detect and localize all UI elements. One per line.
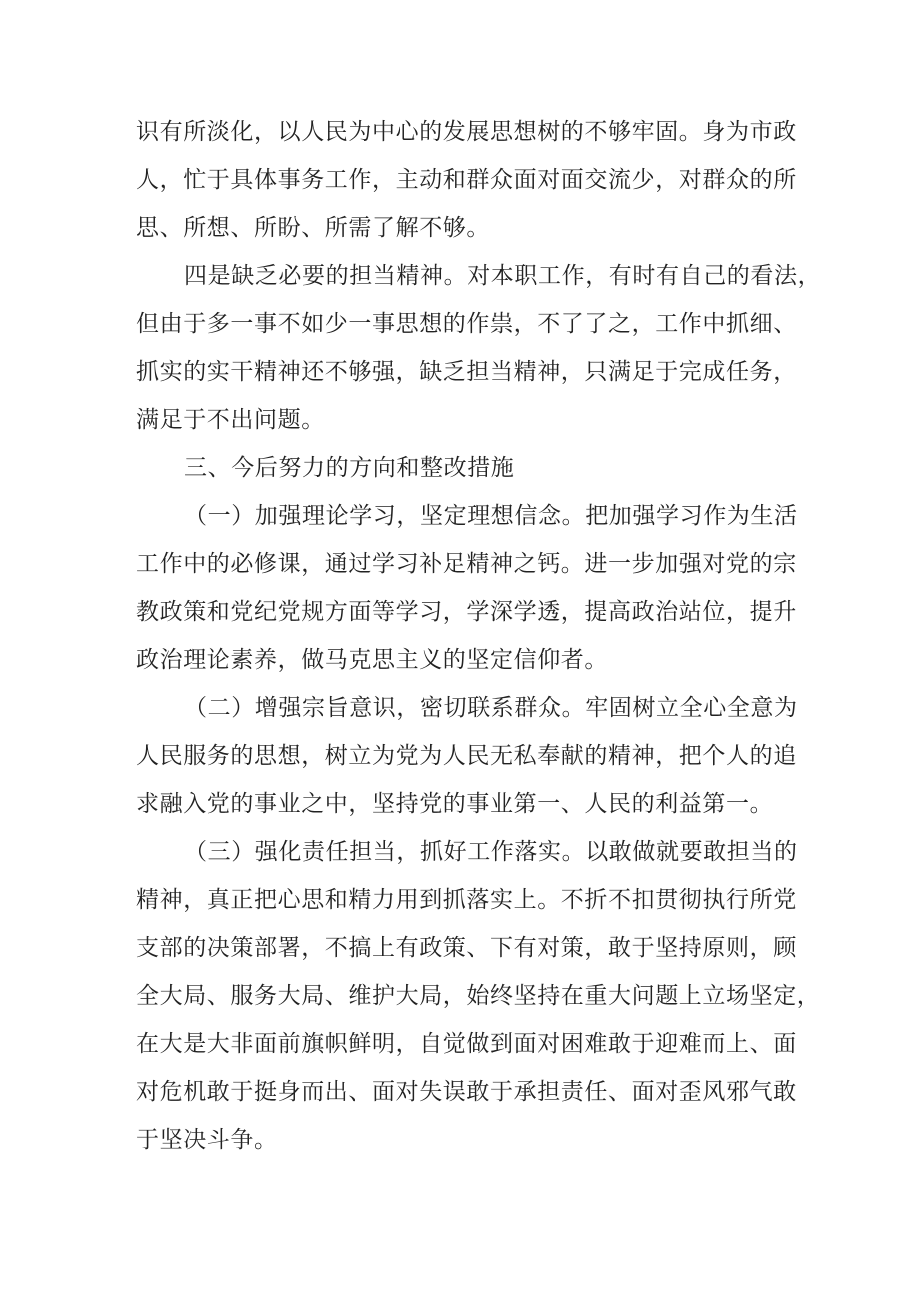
text-line: 抓实的实干精神还不够强，缺乏担当精神，只满足于完成任务， bbox=[136, 359, 797, 385]
text-line: （一）加强理论学习，坚定理想信念。把加强学习作为生活 bbox=[184, 503, 798, 529]
text-line: 人民服务的思想，树立为党为人民无私奉献的精神，把个人的追 bbox=[136, 743, 797, 769]
text-line: 政治理论素养，做马克思主义的坚定信仰者。 bbox=[136, 647, 608, 673]
text-line: 但由于多一事不如少一事思想的作祟，不了了之，工作中抓细、 bbox=[136, 311, 797, 337]
text-line: 教政策和党纪党规方面等学习，学深学透，提高政治站位，提升 bbox=[136, 599, 797, 625]
text-line: 全大局、服务大局、维护大局，始终坚持在重大问题上立场坚定， bbox=[136, 983, 821, 1009]
text-line: 支部的决策部署，不搞上有政策、下有对策，敢于坚持原则，顾 bbox=[136, 935, 797, 961]
text-line: （三）强化责任担当，抓好工作落实。以敢做就要敢担当的 bbox=[184, 839, 798, 865]
text-line: 对危机敢于挺身而出、面对失误敢于承担责任、面对歪风邪气敢 bbox=[136, 1079, 797, 1105]
text-line: 工作中的必修课，通过学习补足精神之钙。进一步加强对党的宗 bbox=[136, 551, 797, 577]
text-line: （二）增强宗旨意识，密切联系群众。牢固树立全心全意为 bbox=[184, 695, 798, 721]
text-line: 四是缺乏必要的担当精神。对本职工作，有时有自己的看法， bbox=[184, 263, 822, 289]
text-line: 满足于不出问题。 bbox=[136, 407, 325, 433]
text-line: 在大是大非面前旗帜鲜明，自觉做到面对困难敢于迎难而上、面 bbox=[136, 1031, 797, 1057]
text-line: 求融入党的事业之中，坚持党的事业第一、人民的利益第一。 bbox=[136, 791, 774, 817]
text-line: 识有所淡化，以人民为中心的发展思想树的不够牢固。身为市政 bbox=[136, 119, 797, 145]
text-line: 于坚决斗争。 bbox=[136, 1127, 278, 1153]
section-heading: 三、今后努力的方向和整改措施 bbox=[184, 455, 515, 481]
text-line: 思、所想、所盼、所需了解不够。 bbox=[136, 215, 490, 241]
text-line: 精神，真正把心思和精力用到抓落实上。不折不扣贯彻执行所党 bbox=[136, 887, 797, 913]
text-line: 人，忙于具体事务工作，主动和群众面对面交流少，对群众的所 bbox=[136, 167, 797, 193]
